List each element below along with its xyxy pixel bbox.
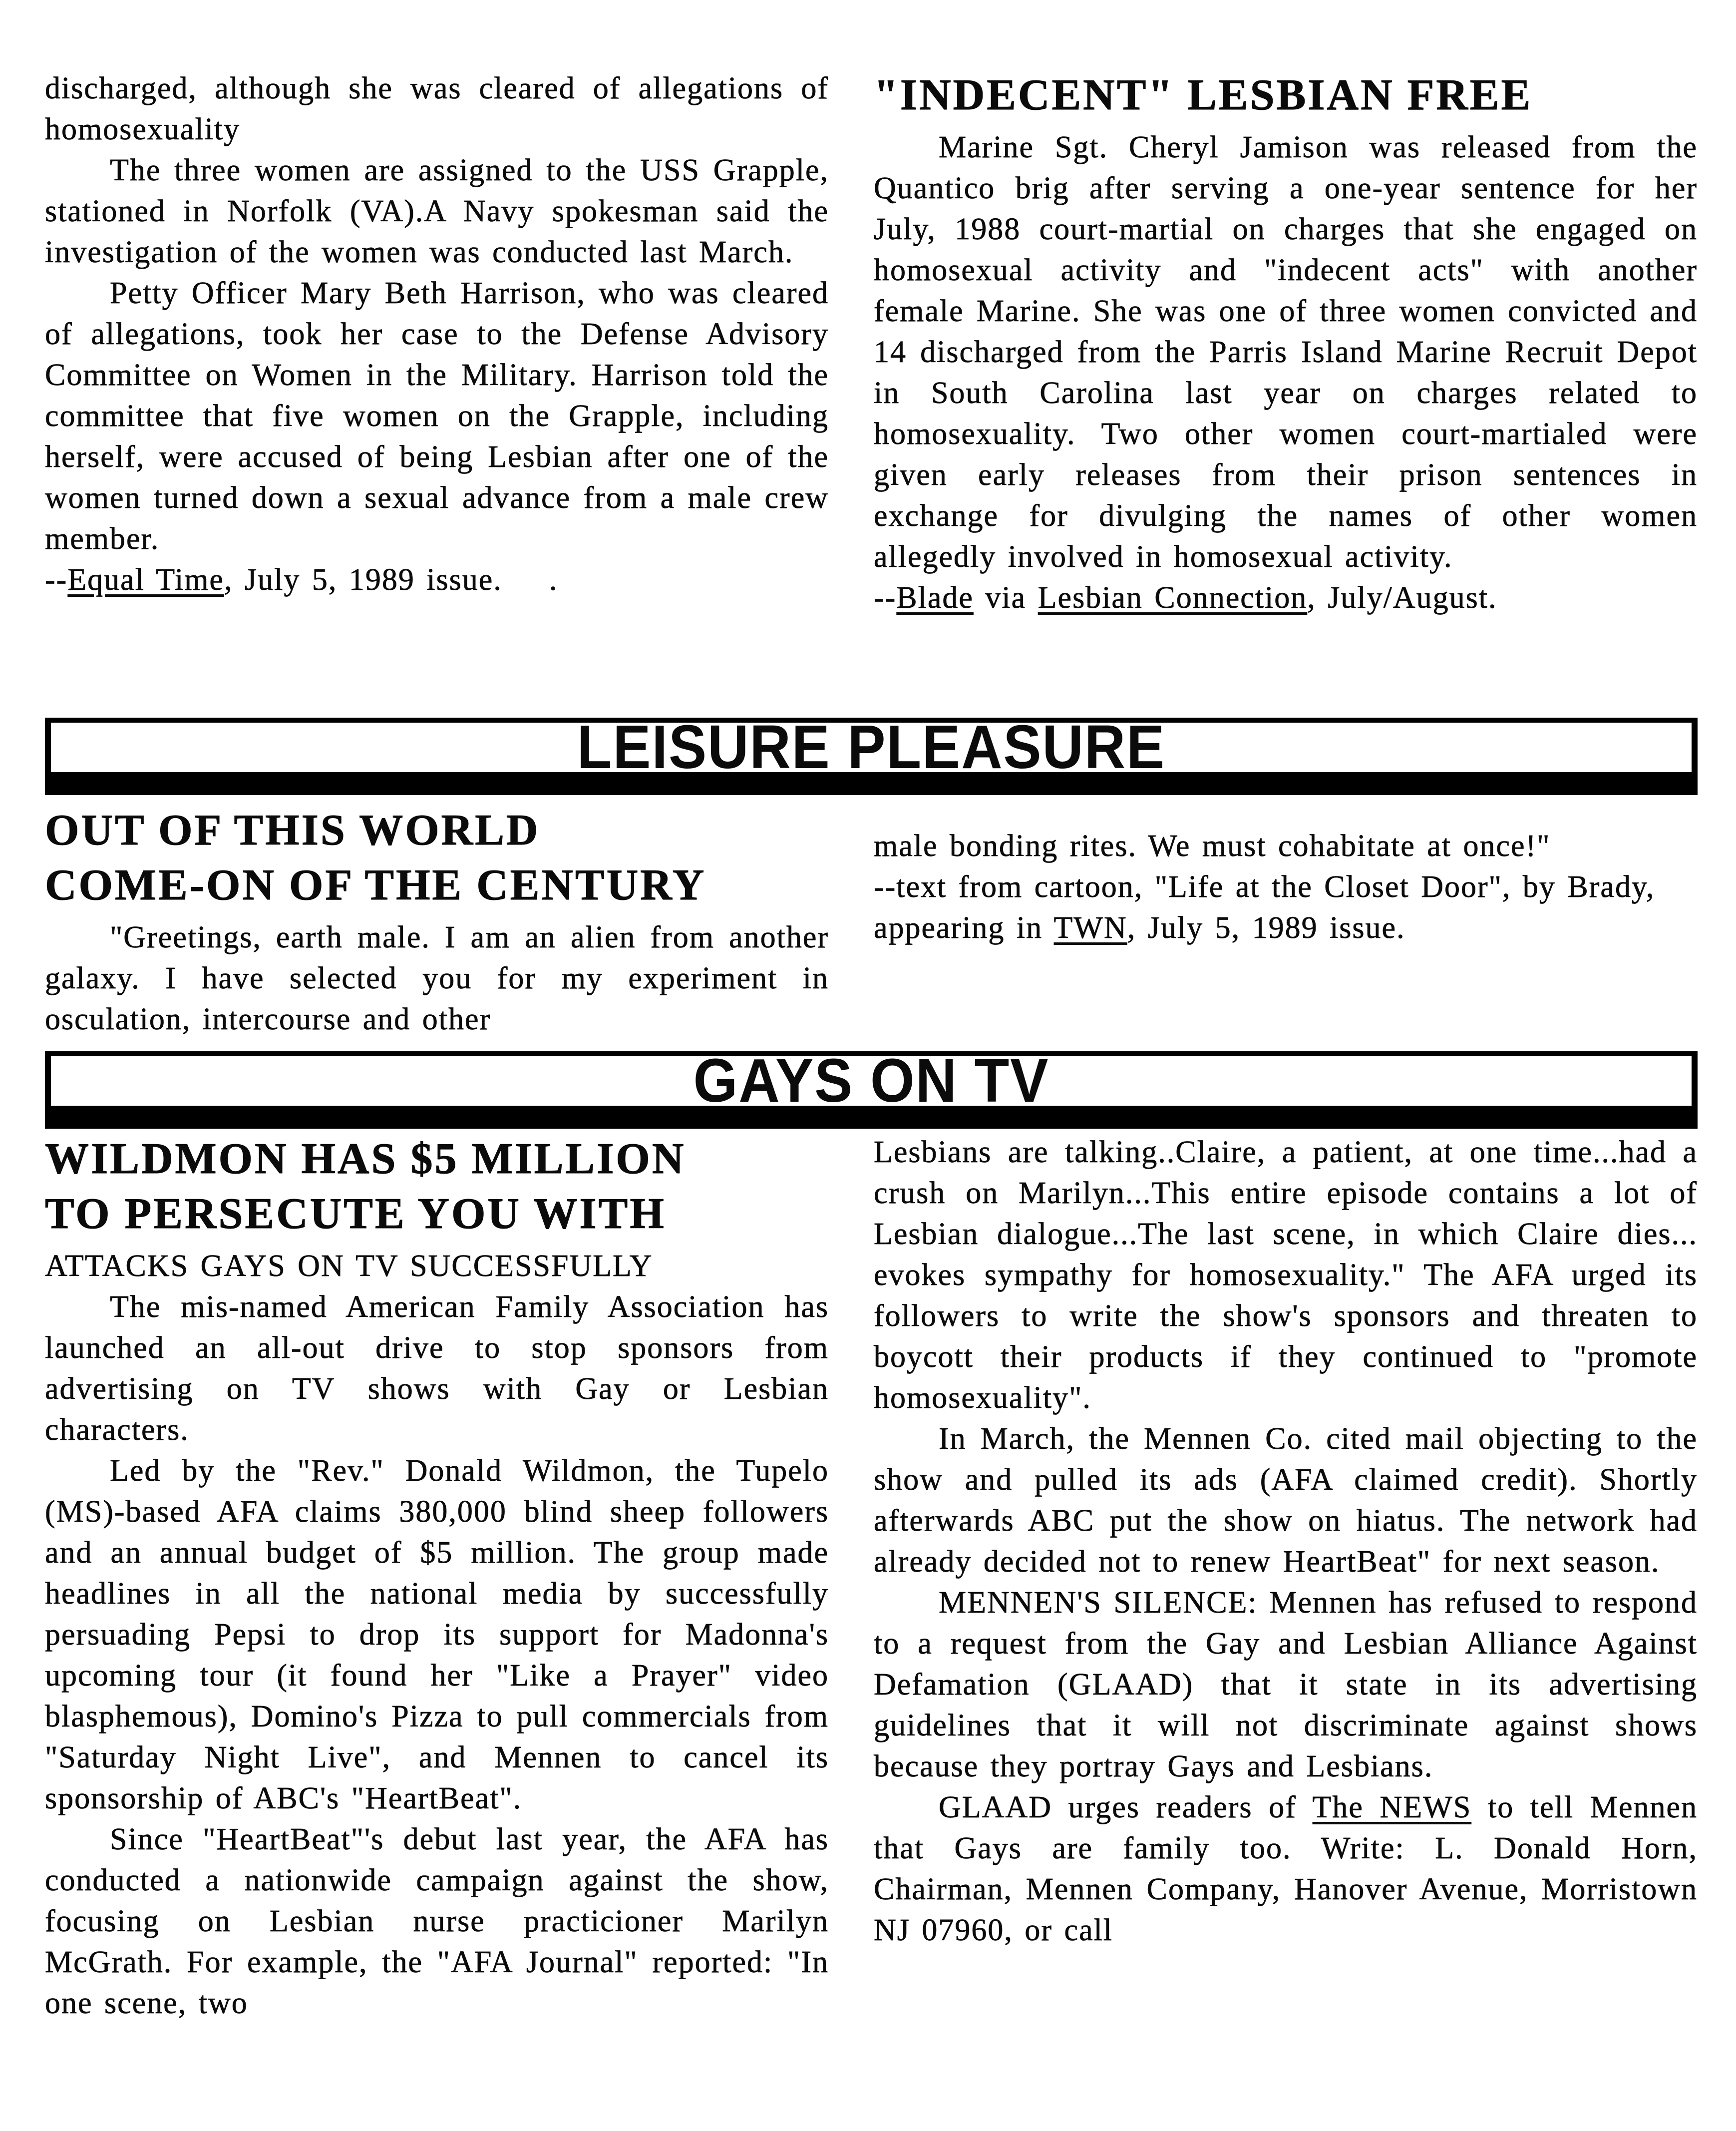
gays-left-column <box>45 1132 829 2131</box>
underlined-text: Equal Time <box>67 563 224 597</box>
underlined-text: TWN <box>1053 911 1127 945</box>
paragraph-afa-drive: The mis-named American Family Association has launched an all-out drive to stop sponsors from advertising on TV shows with Gay or Lesbian characters. <box>45 1290 829 1447</box>
paragraph-male-bonding: male bonding rites. We must cohabitate at once!" <box>874 829 1551 863</box>
headline-line: COME-ON OF THE CENTURY <box>45 861 706 909</box>
leisure-right-column <box>874 803 1698 1051</box>
paragraph-discharged: discharged, although she was cleared of allegations of homosexuality <box>45 71 829 146</box>
text-segment: to tell Mennen that Gays are family too. Write: L. Donald Horn, Chairman, Mennen Company, Hanover Avenue, Morristown NJ 07960, or call <box>874 1790 1698 1947</box>
paragraph-heartbeat-debut: Since "HeartBeat"'s debut last year, the AFA has conducted a nationwide campaign against the show, focusing on Lesbian nurse practicioner Marilyn McGrath. For example, the "AFA Journal" reported: "In one scene, two <box>45 1822 829 2020</box>
banner-gays-on-tv <box>45 1051 1698 1129</box>
subhead-attacks-gays-on-tv: ATTACKS GAYS ON TV SUCCESSFULLY <box>45 1249 653 1283</box>
paragraph-greetings-earth-male: "Greetings, earth male. I am an alien from another galaxy. I have selected you for my experiment in osculation, intercourse and other <box>45 920 829 1036</box>
paragraph-three-women: The three women are assigned to the USS Grapple, stationed in Norfolk (VA).A Navy spokesman said the investigation of the women was conducted last March. <box>45 153 829 269</box>
text-segment: -- <box>45 563 68 597</box>
banner-leisure-pleasure <box>45 718 1698 795</box>
text-segment: , July 5, 1989 issue. <box>1127 911 1405 945</box>
citation-blade-lesbian-connection <box>874 577 1698 618</box>
paragraph-mennen-pulled-ads: In March, the Mennen Co. cited mail objecting to the show and pulled its ads (AFA claimed credit). Shortly afterwards ABC put the show on hiatus. The network had already decided not to renew HeartBeat" for next season. <box>874 1422 1698 1579</box>
text-segment: , July/August. <box>1307 581 1497 615</box>
paragraph-lesbians-are-talking: Lesbians are talking..Claire, a patient, at one time...had a crush on Marilyn...This entire episode contains a lot of Lesbian dialogue...The last scene, in which Claire dies... evokes sympathy for homosexuality." The AFA urged its followers to write the show's sponsors and threaten to boycott their products if they continued to "promote homosexuality". <box>874 1135 1698 1415</box>
text-segment: GLAAD urges readers of <box>939 1790 1313 1824</box>
section-gays-on-tv <box>0 1129 1736 2131</box>
text-segment: --text from cartoon, "Life at the Closet Door", by Brady, appearing in <box>874 870 1655 945</box>
citation-twn-cartoon <box>874 866 1698 948</box>
text-segment: -- <box>874 581 897 615</box>
headline-line: OUT OF THIS WORLD <box>45 806 540 854</box>
paragraph-cheryl-jamison: Marine Sgt. Cheryl Jamison was released from the Quantico brig after serving a one-year sentence for her July, 1988 court-martial on charges that she engaged on homosexual activity and "indecent acts" with another female Marine. She was one of three women convicted and 14 discharged from the Parris Island Marine Recruit Depot in South Carolina last year on charges related to homosexuality. Two other women court-martialed were given early releases from their prison sentences in exchange for divulging the names of other women allegedly involved in homosexual activity. <box>874 130 1698 574</box>
text-segment: , July 5, 1989 issue. <box>224 563 502 597</box>
paragraph-mennens-silence: MENNEN'S SILENCE: Mennen has refused to respond to a request from the Gay and Lesbian Alliance Against Defamation (GLAAD) that it state in its advertising guidelines that it will not discriminate against shows because they portray Gays and Lesbians. <box>874 1586 1698 1783</box>
banner-gays-on-tv-title: GAYS ON TV <box>693 1051 1049 1116</box>
section-leisure-pleasure <box>0 795 1736 1051</box>
citation-equal-time <box>45 559 829 600</box>
headline-line: WILDMON HAS $5 MILLION <box>45 1135 686 1183</box>
banner-leisure-pleasure-title: LEISURE PLEASURE <box>577 718 1166 782</box>
headline-line: TO PERSECUTE YOU WITH <box>45 1190 666 1238</box>
paragraph-glaad-urges <box>874 1787 1698 1951</box>
text-segment: . <box>502 563 558 597</box>
headline-indecent-lesbian-free: "INDECENT" LESBIAN FREE <box>874 71 1533 119</box>
leisure-left-column <box>45 803 829 1051</box>
paragraph-petty-officer: Petty Officer Mary Beth Harrison, who was cleared of allegations, took her case to the Defense Advisory Committee on Women in the Military. Harrison told the committee that five women on the Grapple, including herself, were accused of being Lesbian after one of the women turned down a sexual advance from a male crew member. <box>45 276 829 556</box>
military-left-column <box>45 68 829 718</box>
paragraph-led-by-wildmon: Led by the "Rev." Donald Wildmon, the Tupelo (MS)-based AFA claims 380,000 blind sheep followers and an annual budget of $5 million. The group made headlines in all the national media by successfully persuading Pepsi to drop its support for Madonna's upcoming tour (it found her "Like a Prayer" video blasphemous), Domino's Pizza to pull commercials from "Saturday Night Live", and Mennen to cancel its sponsorship of ABC's "HeartBeat". <box>45 1454 829 1815</box>
gays-right-column <box>874 1132 1698 2131</box>
text-segment: via <box>973 581 1038 615</box>
underlined-text: Lesbian Connection <box>1038 581 1308 615</box>
military-right-column <box>874 68 1698 718</box>
headline-out-of-this-world <box>45 803 829 913</box>
underlined-text: Blade <box>896 581 974 615</box>
underlined-text: The NEWS <box>1312 1790 1472 1824</box>
section-military-news <box>0 0 1736 718</box>
headline-wildmon-5-million <box>45 1132 829 1242</box>
